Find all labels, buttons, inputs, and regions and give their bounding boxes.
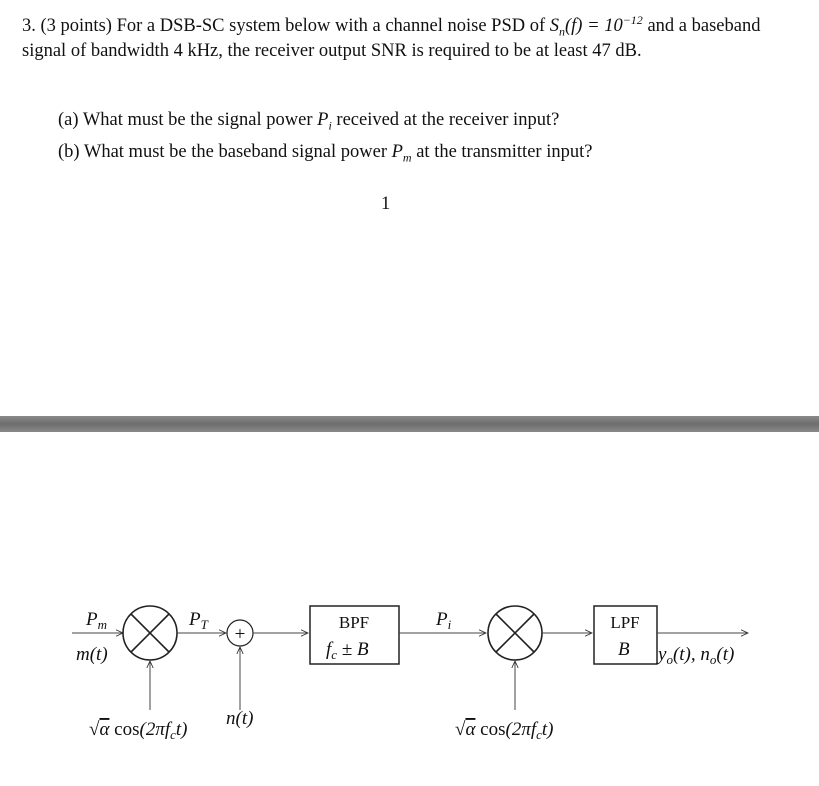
adder-symbol: +: [234, 624, 246, 645]
page-number: 1: [381, 194, 391, 214]
lpf-param: B: [618, 639, 630, 660]
rx-carrier-label: √α $\cos(2\pi f_ct)$: [455, 719, 554, 742]
output-label: $y_o(t)$, $n_o(t)$: [658, 644, 735, 667]
psd-symbol: S: [549, 16, 559, 36]
input-power-label: $P_m$: [86, 609, 107, 632]
part-a-post: received at the receiver input?: [336, 110, 560, 130]
problem-text-a: For a DSB-SC system below with a channel noise PSD of: [116, 16, 546, 36]
problem-points: (3 points): [40, 16, 112, 36]
problem-text-b: and a baseband signal of bandwidth 4 kHz, the receiver output SNR is required to be at least 47 dB.: [22, 16, 761, 61]
input-signal-label: m(t): [76, 644, 108, 665]
lpf-title: LPF: [610, 613, 640, 632]
tx-power-label: $P_T$: [189, 609, 208, 632]
part-a-pre: What must be the signal power: [82, 110, 313, 130]
psd-arg: (f) = 10: [565, 16, 623, 36]
part-a-label: (a): [58, 110, 79, 130]
rx-power-label: $P_i$: [436, 609, 452, 632]
part-b-label: (b): [58, 142, 80, 162]
part-b-symbol: $P_m$: [391, 142, 412, 165]
tx-carrier-label: √α $\cos(2\pi f_ct)$: [89, 719, 188, 742]
bpf-title: BPF: [338, 613, 370, 632]
bpf-param: $f_c \pm B$: [326, 639, 369, 662]
psd-exp: −12: [622, 12, 643, 27]
psd-sub: n: [559, 24, 565, 39]
problem-number: 3.: [22, 16, 36, 36]
part-b-pre: What must be the baseband signal power: [83, 142, 387, 162]
part-b-post: at the transmitter input?: [416, 142, 593, 162]
noise-label: n(t): [226, 708, 254, 729]
part-a-symbol: $P_i$: [317, 110, 332, 133]
